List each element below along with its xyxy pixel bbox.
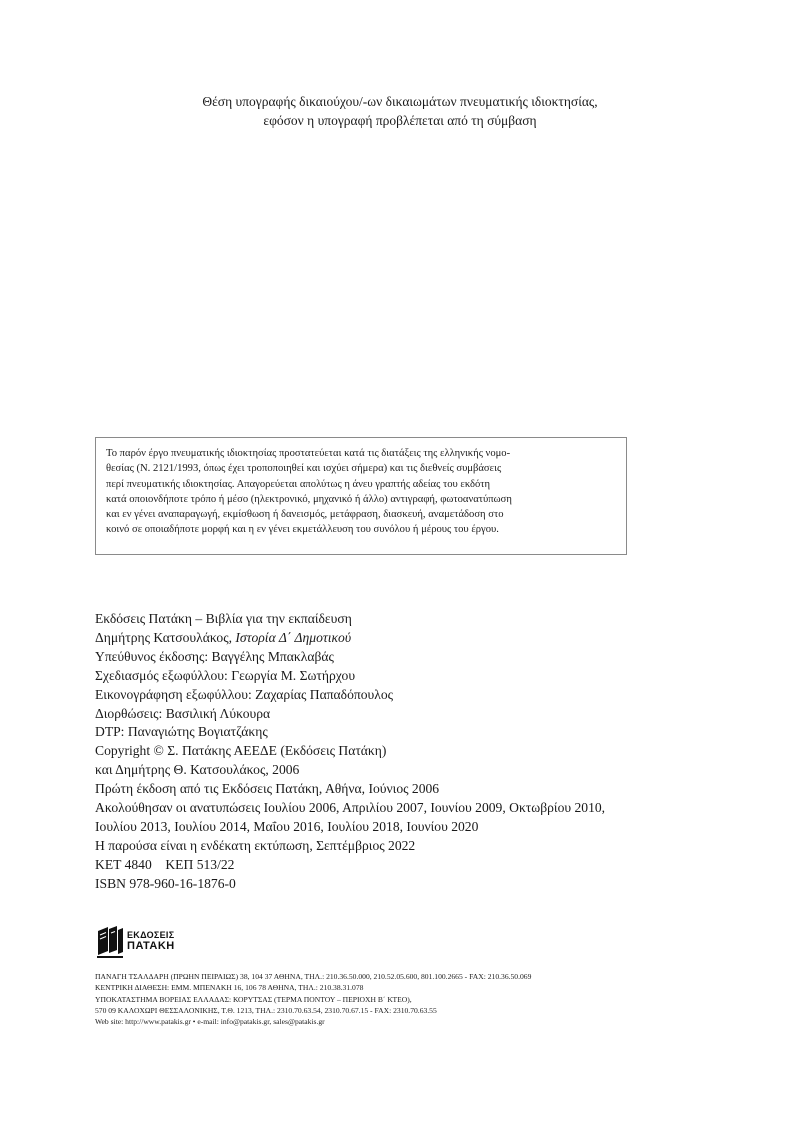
copyright-line: και εν γένει αναπαραγωγή, εκμίσθωση ή δανεισμός, μετάφραση, διασκευή, αναμετάδοση στο: [106, 509, 504, 521]
book-title: Ιστορία Δ΄ Δημοτικού: [235, 629, 352, 645]
logo-bottom-text: ΠΑΤΑΚΗ: [127, 940, 175, 952]
isbn-line: ISBN 978-960-16-1876-0: [95, 875, 236, 891]
credit-line: Εικονογράφηση εξωφύλλου: Ζαχαρίας Παπαδόπουλος: [95, 686, 394, 702]
signature-note-line-1: Θέση υπογραφής δικαιούχου/-ων δικαιωμάτων πνευματικής ιδιοκτησίας,: [202, 94, 598, 109]
credit-line: Υπεύθυνος έκδοσης: Βαγγέλης Μπακλαβάς: [95, 648, 334, 664]
credit-line: Copyright © Σ. Πατάκης ΑΕΕΔΕ (Εκδόσεις Πατάκη): [95, 743, 387, 759]
copyright-line: Το παρόν έργο πνευματικής ιδιοκτησίας προστατεύεται κατά τις διατάξεις της ελληνικής νομο-: [106, 448, 511, 459]
address-line: ΠΑΝΑΓΗ ΤΣΑΛΔΑΡΗ (ΠΡΩΗΝ ΠΕΙΡΑΙΩΣ) 38, 104 37 ΑΘΗΝΑ, ΤΗΛ.: 210.36.50.000, 210.52.05.600, 801.100.2665 - FAX: 210.36.50.069: [95, 972, 532, 981]
address-line: ΥΠΟΚΑΤΑΣΤΗΜΑ ΒΟΡΕΙΑΣ ΕΛΛΑΔΑΣ: ΚΟΡΥΤΣΑΣ (ΤΕΡΜΑ ΠΟΝΤΟΥ – ΠΕΡΙΟΧΗ Β΄ ΚΤΕΟ),: [95, 994, 412, 1004]
copyright-line: κατά οποιονδήποτε τρόπο ή μέσο (ηλεκτρονικό, μηχανικό ή άλλο) αντιγραφή, φωτοανατύπωση: [106, 493, 512, 505]
publisher-addresses: [95, 971, 531, 1027]
publisher-line: Εκδόσεις Πατάκη – Βιβλία για την εκπαίδευση: [95, 611, 352, 626]
signature-placement-note: [0, 92, 800, 130]
copyright-line: κοινό σε οποιαδήποτε μορφή και η εν γένει εκμετάλλευση του συνόλου ή μέρους του έργου.: [106, 524, 499, 536]
book-credits: [95, 610, 605, 894]
credit-line: και Δημήτρης Θ. Κατσουλάκος, 2006: [95, 762, 300, 778]
web-contact-line: Web site: http://www.patakis.gr • e-mail: info@patakis.gr, sales@patakis.gr: [95, 1017, 325, 1027]
address-line: ΚΕΝΤΡΙΚΗ ΔΙΑΘΕΣΗ: ΕΜΜ. ΜΠΕΝΑΚΗ 16, 106 78 ΑΘΗΝΑ, ΤΗΛ.: 210.38.31.078: [95, 983, 364, 993]
author-title-line: [95, 629, 605, 648]
credit-line: Ακολούθησαν οι ανατυπώσεις Ιουλίου 2006, Απριλίου 2007, Ιουνίου 2009, Οκτωβρίου 2010,: [95, 800, 606, 816]
credit-line: Η παρούσα είναι η ενδέκατη εκτύπωση, Σεπτέμβριος 2022: [95, 837, 416, 853]
credit-line: Ιουλίου 2013, Ιουλίου 2014, Μαΐου 2016, Ιουλίου 2018, Ιουνίου 2020: [95, 818, 479, 834]
logo-top-text: ΕΚΔΟΣΕΙΣ: [127, 930, 175, 940]
author-name: Δημήτρης Κατσουλάκος,: [95, 629, 236, 645]
credit-line: Πρώτη έκδοση από τις Εκδόσεις Πατάκη, Αθήνα, Ιούνιος 2006: [95, 781, 440, 797]
address-line: 570 09 ΚΑΛΟΧΩΡΙ ΘΕΣΣΑΛΟΝΙΚΗΣ, Τ.Θ. 1213, ΤΗΛ.: 2310.70.63.54, 2310.70.67.15 - FAX: 2310.70.63.55: [95, 1005, 437, 1015]
copyright-line: θεσίας (Ν. 2121/1993, όπως έχει τροποποιηθεί και ισχύει σήμερα) και τις διεθνείς συμβάσεις: [106, 463, 502, 475]
credit-line: ΚΕΤ 4840 ΚΕΠ 513/22: [95, 856, 235, 872]
signature-note-line-2: εφόσον η υπογραφή προβλέπεται από τη σύμβαση: [263, 113, 537, 128]
publisher-logo: [95, 925, 205, 961]
credit-line: DTP: Παναγιώτης Βογιατζάκης: [95, 724, 268, 740]
credit-line: Διορθώσεις: Βασιλική Λύκουρα: [95, 705, 271, 721]
books-emblem-icon: [95, 925, 125, 959]
copyright-notice-box: [95, 437, 627, 555]
copyright-line: περί πνευματικής ιδιοκτησίας. Απαγορεύεται απολύτως η άνευ γραπτής αδείας του εκδότη: [106, 478, 491, 490]
credit-line: Σχεδιασμός εξωφύλλου: Γεωργία Μ. Σωτήρχου: [95, 667, 356, 683]
